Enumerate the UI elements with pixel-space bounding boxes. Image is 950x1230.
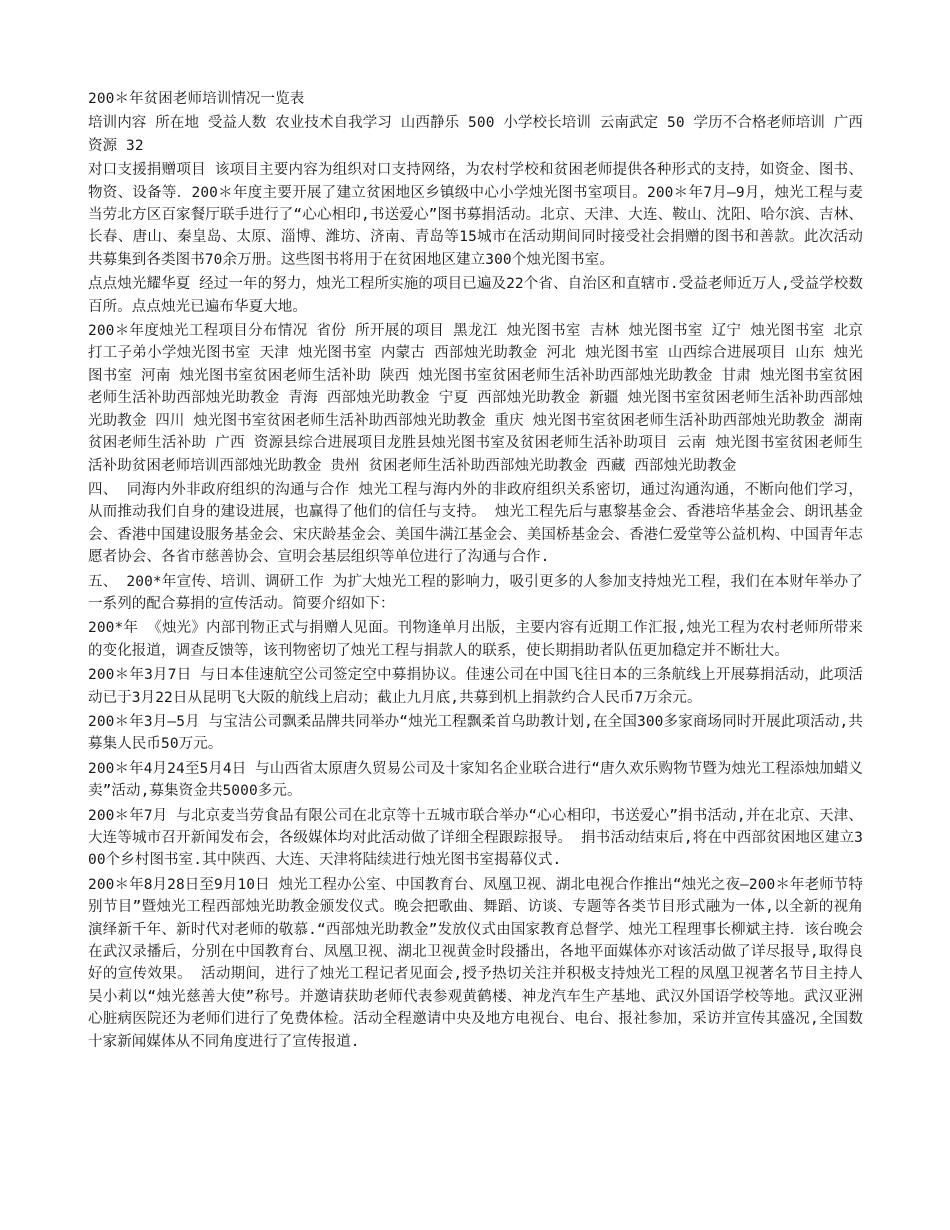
paragraph-section-four: 四、 同海内外非政府组织的沟通与合作 烛光工程与海内外的非政府组织关系密切，通过沟通沟通，不断向他们学习，从而推动我们自身的建设进展，也赢得了他们的信任与支持。 烛光工程先后与惠黎基金会、香港培华基金会、朗讯基金会、香港中国建设服务基金会、宋庆龄基金会、美国牛满江基金会、美国桥基金会、香港仁爱堂等公益机构、中国青年志愿者协会、各省市慈善协会、宣明会基层组织等单位进行了沟通与合作. <box>88 481 863 566</box>
paragraph-project-distribution: 200＊年度烛光工程项目分布情况 省份 所开展的项目 黑龙江 烛光图书室 吉林 烛光图书室 辽宁 烛光图书室 北京 打工子弟小学烛光图书室 天津 烛光图书室 内蒙古 西部烛光助教金 河北 烛光图书室 山西综合进展项目 山东 烛光图书室 河南 烛光图书室贫困老师生活补助 陕西 烛光图书室贫困老师生活补助西部烛光助教金 甘肃 烛光图书室贫困老师生活补助西部烛光助教金 青海 西部烛光助教金 宁夏 西部烛光助教金 新疆 烛光图书室贫困老师生活补助西部烛光助教金 四川 烛光图书室贫困老师生活补助西部烛光助教金 重庆 烛光图书室贫困老师生活补助西部烛光助教金 湖南 贫困老师生活补助 广西 资源县综合进展项目龙胜县烛光图书室及贫困老师生活补助项目 云南 烛光图书室贫困老师生活补助贫困老师培训西部烛光助教金 贵州 贫困老师生活补助西部烛光助教金 西藏 西部烛光助教金 <box>88 323 863 474</box>
document-title: 200＊年贫困老师培训情况一览表 <box>88 91 305 107</box>
paragraph-march-may: 200＊年3月—5月 与宝洁公司飘柔品牌共同举办“烛光工程飘柔首乌助教计划,在全国300多家商场同时开展此项活动,共募集人民币50万元。 <box>88 713 863 753</box>
paragraph-newsletter: 200*年 《烛光》内部刊物正式与捐赠人见面。刊物逢单月出版，主要内容有近期工作汇报,烛光工程为农村老师所带来的变化报道，调查反馈等，该刊物密切了烛光工程与捐款人的联系，使长期捐助者队伍更加稳定并不断壮大。 <box>88 620 863 659</box>
training-summary-table: 培训内容 所在地 受益人数 农业技术自我学习 山西静乐 500 小学校长培训 云南武定 50 学历不合格老师培训 广西资源 32 <box>88 115 863 154</box>
document-body <box>88 88 863 1055</box>
paragraph-july: 200＊年7月 与北京麦当劳食品有限公司在北京等十五城市联合举办“心心相印，书送爱心”捐书活动,并在北京、天津、大连等城市召开新闻发布会，各级媒体均对此活动做了详细全程跟踪报导。 捐书活动结束后,将在中西部贫困地区建立300个乡村图书室.其中陕西、大连、天津将陆续进行烛光图书室揭幕仪式. <box>88 807 863 869</box>
paragraph-donation-project: 对口支援捐赠项目 该项目主要内容为组织对口支持网络，为农村学校和贫困老师提供各种形式的支持，如资金、图书、物资、设备等．200＊年度主要开展了建立贫困地区乡镇级中心小学烛光图书室项目。200＊年7月—9月，烛光工程与麦当劳北方区百家餐厅联手进行了“心心相印,书送爱心”图书募捐活动。北京、天津、大连、鞍山、沈阳、哈尔滨、吉林、长春、唐山、秦皇岛、太原、淄博、潍坊、济南、青岛等15城市在活动期间同时接受社会捐赠的图书和善款。此次活动共募集到各类图书70余万册。这些图书将用于在贫困地区建立300个烛光图书室。 <box>88 162 863 268</box>
paragraph-march-7: 200＊年3月7日 与日本佳速航空公司签定空中募捐协议。佳速公司在中国飞往日本的三条航线上开展募捐活动，此项活动已于3月22日从昆明飞大阪的航线上启动；截止九月底,共募到机上捐款约合人民币7万余元。 <box>88 667 863 706</box>
paragraph-august-september: 200＊年8月28日至9月10日 烛光工程办公室、中国教育台、凤凰卫视、湖北电视合作推出“烛光之夜—200＊年老师节特别节目”暨烛光工程西部烛光助教金颁发仪式。晚会把歌曲、舞蹈、访谈、专题等各类节目形式融为一体,以全新的视角演绎新千年、新时代对老师的敬慕.“西部烛光助教金”发放仪式由国家教育总督学、烛光工程理事长柳斌主持．该台晚会在武汉录播后，分别在中国教育台、凤凰卫视、湖北卫视黄金时段播出，各地平面媒体亦对该活动做了详尽报导,取得良好的宣传效果。 活动期间，进行了烛光工程记者见面会,授予热切关注并积极支持烛光工程的凤凰卫视著名节目主持人吴小莉以“烛光慈善大使”称号。并邀请获助老师代表参观黄鹤楼、神龙汽车生产基地、武汉外国语学校等地。武汉亚洲心脏病医院还为老师们进行了免费体检。活动全程邀请中央及地方电视台、电台、报社参加，采访并宣传其盛况,全国数十家新闻媒体从不同角度进行了宣传报道. <box>88 876 863 1050</box>
paragraph-april-may: 200＊年4月24至5月4日 与山西省太原唐久贸易公司及十家知名企业联合进行“唐久欢乐购物节暨为烛光工程添烛加蜡义卖”活动,募集资金共5000多元。 <box>88 760 863 800</box>
paragraph-candlelight-china: 点点烛光耀华夏 经过一年的努力，烛光工程所实施的项目已遍及22个省、自治区和直辖市.受益老师近万人,受益学校数百所。点点烛光已遍布华夏大地。 <box>88 276 863 315</box>
paragraph-section-five: 五、 200*年宣传、培训、调研工作 为扩大烛光工程的影响力，吸引更多的人参加支持烛光工程，我们在本财年举办了一系列的配合募捐的宣传活动。简要介绍如下： <box>88 573 863 612</box>
